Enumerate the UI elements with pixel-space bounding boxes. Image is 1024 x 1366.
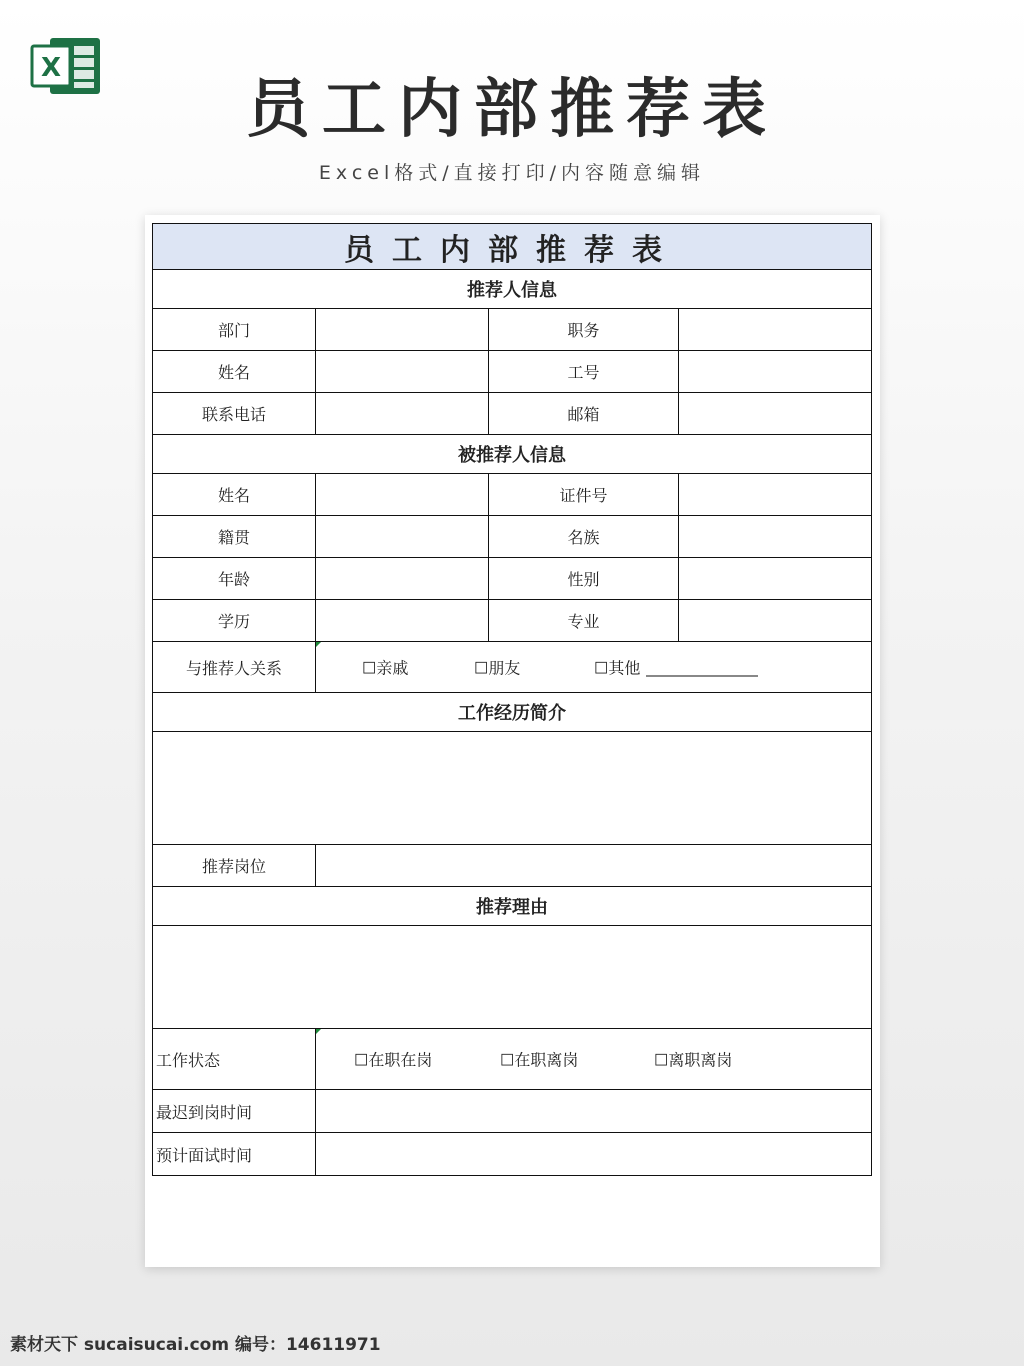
label-relation: 与推荐人关系 xyxy=(153,642,316,693)
status-options xyxy=(316,1029,872,1090)
relation-option-relative[interactable]: ☐亲戚 xyxy=(362,658,409,678)
label-phone: 联系电话 xyxy=(153,393,316,435)
form-paper xyxy=(145,215,880,1267)
cell-comment-marker xyxy=(316,1029,321,1034)
label-job-title: 职务 xyxy=(489,309,679,351)
gender-cell[interactable] xyxy=(679,558,872,600)
label-age: 年龄 xyxy=(153,558,316,600)
label-work-status: 工作状态 xyxy=(153,1029,316,1090)
reason-header: 推荐理由 xyxy=(153,887,872,926)
other-blank-line[interactable] xyxy=(646,676,758,677)
status-option-resigned[interactable]: ☐离职离岗 xyxy=(654,1050,733,1070)
label-native-place: 籍贯 xyxy=(153,516,316,558)
phone-cell[interactable] xyxy=(316,393,489,435)
label-department: 部门 xyxy=(153,309,316,351)
referrer-name-cell[interactable] xyxy=(316,351,489,393)
label-employee-id: 工号 xyxy=(489,351,679,393)
email-cell[interactable] xyxy=(679,393,872,435)
label-position: 推荐岗位 xyxy=(153,845,316,887)
education-cell[interactable] xyxy=(316,600,489,642)
watermark-text: 素材天下 sucaisucai.com 编号：14611971 xyxy=(10,1335,381,1355)
referrer-section-header: 推荐人信息 xyxy=(153,270,872,309)
relation-options xyxy=(316,642,872,693)
cell-comment-marker xyxy=(316,642,321,647)
position-cell[interactable] xyxy=(316,845,872,887)
major-cell[interactable] xyxy=(679,600,872,642)
label-email: 邮箱 xyxy=(489,393,679,435)
relation-option-other[interactable]: ☐其他 xyxy=(594,658,641,678)
page-title: 员工内部推荐表 xyxy=(246,73,778,147)
label-referrer-name: 姓名 xyxy=(153,351,316,393)
label-arrival-time: 最迟到岗时间 xyxy=(153,1090,316,1133)
interview-time-cell[interactable] xyxy=(316,1133,872,1176)
employee-id-cell[interactable] xyxy=(679,351,872,393)
label-gender: 性别 xyxy=(489,558,679,600)
label-ethnicity: 名族 xyxy=(489,516,679,558)
status-option-employed-onsite[interactable]: ☐在职在岗 xyxy=(354,1050,433,1070)
work-history-field[interactable] xyxy=(153,732,872,845)
status-option-employed-away[interactable]: ☐在职离岗 xyxy=(500,1050,579,1070)
referral-form xyxy=(152,223,872,1176)
label-interview-time: 预计面试时间 xyxy=(153,1133,316,1176)
department-cell[interactable] xyxy=(316,309,489,351)
native-place-cell[interactable] xyxy=(316,516,489,558)
work-history-header: 工作经历简介 xyxy=(153,693,872,732)
job-title-cell[interactable] xyxy=(679,309,872,351)
relation-option-other-group xyxy=(594,656,758,679)
referee-name-cell[interactable] xyxy=(316,474,489,516)
ethnicity-cell[interactable] xyxy=(679,516,872,558)
referee-section-header: 被推荐人信息 xyxy=(153,435,872,474)
label-major: 专业 xyxy=(489,600,679,642)
reason-field[interactable] xyxy=(153,926,872,1029)
logo-letter: X xyxy=(40,53,62,83)
id-number-cell[interactable] xyxy=(679,474,872,516)
label-referee-name: 姓名 xyxy=(153,474,316,516)
arrival-time-cell[interactable] xyxy=(316,1090,872,1133)
label-education: 学历 xyxy=(153,600,316,642)
age-cell[interactable] xyxy=(316,558,489,600)
label-id-number: 证件号 xyxy=(489,474,679,516)
page-subtitle: Excel格式/直接打印/内容随意编辑 xyxy=(318,162,706,184)
form-title: 员工内部推荐表 xyxy=(153,224,872,270)
relation-option-friend[interactable]: ☐朋友 xyxy=(474,658,521,678)
